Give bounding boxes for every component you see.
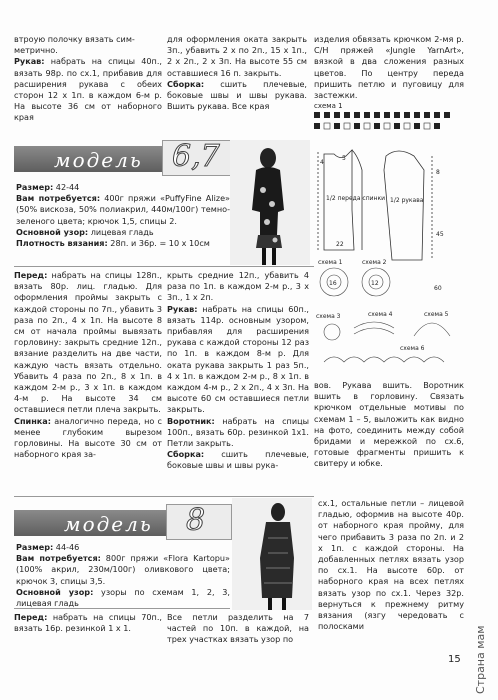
scheme4-caption: схема 4 [368, 311, 393, 318]
top-col2 [167, 34, 307, 112]
pattern-label: Основной узор: [16, 226, 89, 237]
top-col1-line1: втроую полочку вязать сим- [14, 34, 135, 44]
top-col3-text: изделия обвязать крючком 2-мя р. С/Н пряжей «Jungle YarnArt», вязкой в два сложения разных цветов. По центру переда пришить петлю и пуговицу для застежки. [314, 34, 464, 101]
diagram-label-front: 1/2 переда спинки [326, 195, 385, 202]
assembly-text: сшить плечевые, боковые швы и швы рукава. Вшить рукава. Все края [167, 78, 307, 112]
needs8-value: 800г пряжи «Flora Kartopu» (100% акрил, 230м/100г) оливкового цвета; крючок 3, спицы 3,5. [16, 553, 230, 586]
model8-separator [14, 608, 230, 609]
model8-separator-top [14, 496, 314, 497]
diagram-label-8: 8 [436, 169, 440, 176]
size-value: 42-44 [53, 182, 80, 192]
model8-col3 [318, 498, 464, 632]
watermark: Страна мам [474, 625, 487, 694]
model67-col2 [167, 270, 309, 472]
pattern8-value: узоры по схемам 1, 2, 3, лицевая гладь [16, 586, 230, 609]
density-value: 28п. и 36р. = 10 х 10см [107, 238, 210, 249]
size8-label: Размер: [16, 542, 54, 552]
front-label: Перед: [14, 270, 48, 280]
diagram-label-sleeve: 1/2 рукава [390, 197, 424, 204]
scheme1-label: схема 1 [314, 102, 343, 110]
model67-separator [14, 266, 314, 267]
sleeve-text: набрать на спицы 40п., вязать 98р. по сх.1, прибавив для расширения рукава с обеих сторон 12 х 1п. в каждом 6-м р. На высоте 36 см от наборного края [14, 56, 162, 123]
page-number: 15 [448, 654, 461, 665]
sleeve-label: Рукав: [14, 56, 45, 67]
collar-label: Воротник: [167, 415, 215, 426]
model8-mid-text: Все петли разделить на 7 частей по 10п. в каждой, на трех участках вязать узор по [167, 612, 309, 645]
diagram-label-60: 60 [434, 285, 442, 292]
size-label: Размер: [16, 182, 54, 192]
scheme-motifs [324, 322, 450, 340]
scheme6-motif [324, 357, 444, 362]
size8-value: 44-46 [53, 542, 80, 552]
scheme3-caption: схема 3 [316, 313, 341, 320]
scheme6-caption: схема 6 [400, 345, 425, 352]
needs-label: Вам потребуется: [16, 193, 101, 204]
model67-word: модель [54, 148, 143, 172]
assembly67-text: сшить плечевые, боковые швы и швы рука- [167, 449, 309, 471]
model67-right-text: вов. Рукава вшить. Воротник вшить в горловину. Связать крючком отдельные мотивы по схемам 1 – 5, выложить как видно на фото, соединить между собой бридами и мережкой по сх.6, готовые фрагменты пришить к свитеру и юбке. [314, 380, 464, 469]
motif-number-12: 12 [371, 280, 379, 287]
model8-number: 8 [186, 503, 206, 538]
model67-col3 [314, 380, 464, 470]
diagram-label-45: 45 [436, 231, 444, 238]
density-label: Плотность вязания: [16, 238, 108, 249]
top-col1 [14, 34, 162, 124]
diagram-label-22: 22 [336, 241, 344, 248]
front8-label: Перед: [14, 612, 48, 622]
back-label: Спинка: [14, 415, 51, 426]
model67-col1 [14, 270, 162, 460]
model67-specs [16, 182, 230, 249]
assembly-label: Сборка: [167, 78, 205, 89]
model67-photo [230, 140, 310, 265]
pattern-diagram [314, 140, 464, 376]
back-text: аналогично переда, но с менее глубоким вырезом горловины. На высоте 30 см от наборного края за- [14, 415, 162, 460]
needs-value: 400г пряжи «PuffyFine Alize» (50% вискоза, 50% полиакрил, 440м/100г) темно-зеленого цвета; крючок 1,5, спицы 2. [16, 193, 230, 226]
model8-specs [16, 542, 230, 609]
model67-number: 6,7 [172, 139, 220, 174]
sleeve67-text: набрать на спицы 60п., вязать 114р. основным узором, прибавляя для расширения рукава с каждой стороны 12 раз по 1п. в каждом 8-м р. Для оката рукава закрыть 1 раз 5п., 4 х 1п. в каждом 2-м р., 8 х 1п. в каждом 4-м р., 2 х 2п., 4 х 3п. На высоте 60 см оставшиеся петли закрыть. [167, 303, 309, 415]
mid-text: крыть средние 12п., убавить 4 раза по 1п. в каждом 2-м р., 3 х 3п., 1 х 2п. [167, 270, 309, 303]
top-col1-line2: метрично. [14, 45, 58, 56]
front-text: набрать на спицы 128п., вязать 80р. лиц. гладью. Для оформления проймы закрыть с каждой стороны по 7п., убавить 3 раза по 2п., 4 х 1п. На высоте 8 см от начала проймы вывязать горловину: закрыть средние 12п., вязание разделить на две части, каждую часть вязать отдельно. Убавить 4 раза по 2п., 8 х 1п. в каждом 2-м р., 3 х 1п. в каждом 4-м р. На высоте 34 см оставшиеся петли плеча закрыть. [14, 270, 162, 415]
pattern-value: лицевая гладь [88, 226, 154, 237]
collar-text: набрать на спицы 100п., вязать 60р. резинкой 1х1. Петли закрыть. [167, 415, 309, 449]
model8-word: модель [64, 512, 153, 536]
diagram-label-5: 5 [342, 155, 346, 162]
front8-text: набрать на спицы 70п., вязать 16р. резинкой 1 х 1. [14, 612, 162, 634]
pattern8-label: Основной узор: [16, 586, 94, 597]
motif-number-16: 16 [329, 280, 337, 287]
diagram-label-4: 4 [320, 159, 324, 166]
sleeve67-label: Рукав: [167, 303, 198, 314]
model8-photo [232, 498, 312, 610]
assembly67-label: Сборка: [167, 449, 205, 460]
model8-right-text: сх.1, остальные петли – лицевой гладью, оформив на высоте 40р. от наборного края пройму, для чего прибавить 3 раза по 2п. и 2 х 1п. с каждой стороны. На добавленных петлях вязать узор по сх.1. На высоте 60р. от наборного края на всех петлях вязать узор по сх.1. Через 32р. вернуться к прежнему ритму вязания (язгу чередовать с полосками [318, 498, 464, 632]
model8-col1 [14, 612, 162, 634]
scheme2-caption: схема 2 [362, 259, 387, 266]
top-col2-text: для оформления оката закрыть 3п., убавить 2 х по 2п., 15 х 1п., 2 х 2п., 2 х 3п. На высоте 55 см оставшиеся 16 п. закрыть. [167, 34, 307, 78]
top-col3 [314, 34, 464, 101]
scheme1-grid [314, 110, 464, 132]
needs8-label: Вам потребуется: [16, 553, 101, 564]
scheme5-caption: схема 5 [424, 311, 449, 318]
model8-col2 [167, 612, 309, 646]
scheme1-caption: схема 1 [318, 259, 343, 266]
